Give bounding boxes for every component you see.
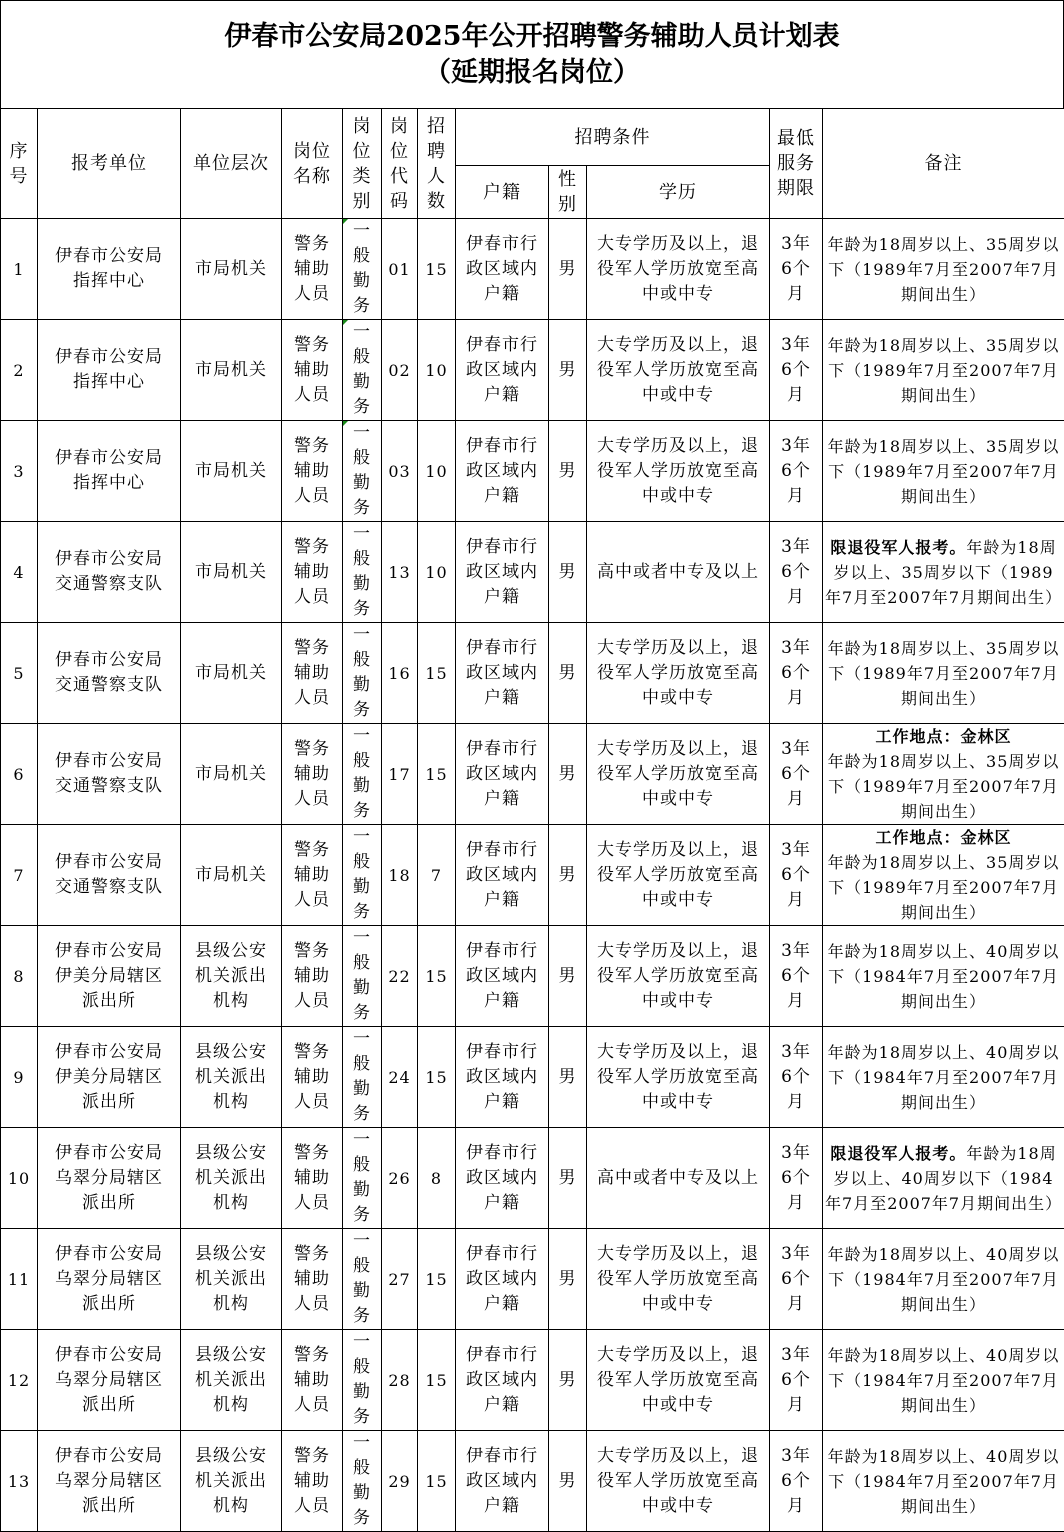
- cell-post-code: 13: [382, 522, 418, 623]
- cell-remark: [823, 421, 1064, 522]
- header-gender: 性别: [549, 166, 587, 219]
- remark-text: 年龄为18周岁以上、40周岁以下（1984年7月至2007年7月期间出生）: [828, 1346, 1060, 1415]
- cell-post-code: 18: [382, 825, 418, 926]
- table-row: [1, 522, 1064, 623]
- header-hukou: 户籍: [456, 166, 549, 219]
- cell-level: 市局机关: [181, 623, 282, 724]
- table-row: [1, 724, 1064, 825]
- cell-hukou: 伊春市行政区域内户籍: [456, 421, 549, 522]
- cell-post-code: 29: [382, 1431, 418, 1532]
- remark-text: 年龄为18周岁以上、35周岁以下（1989年7月至2007年7月期间出生）: [828, 853, 1060, 922]
- cell-min-service: 3年6个月: [770, 1128, 823, 1229]
- cell-seq: 7: [1, 825, 38, 926]
- cell-min-service: 3年6个月: [770, 724, 823, 825]
- cell-level: 县级公安机关派出机构: [181, 926, 282, 1027]
- cell-post-type: 一般勤务: [343, 623, 382, 724]
- cell-seq: 12: [1, 1330, 38, 1431]
- cell-min-service: 3年6个月: [770, 926, 823, 1027]
- cell-seq: 4: [1, 522, 38, 623]
- cell-gender: 男: [549, 926, 587, 1027]
- cell-min-service: 3年6个月: [770, 623, 823, 724]
- cell-unit: 伊春市公安局乌翠分局辖区派出所: [38, 1431, 181, 1532]
- cell-gender: 男: [549, 522, 587, 623]
- cell-level: 市局机关: [181, 724, 282, 825]
- cell-unit: 伊春市公安局指挥中心: [38, 421, 181, 522]
- cell-hukou: 伊春市行政区域内户籍: [456, 926, 549, 1027]
- remark-text: 年龄为18周岁以上、40周岁以下（1984年7月至2007年7月期间出生）: [828, 942, 1060, 1011]
- cell-min-service: 3年6个月: [770, 219, 823, 320]
- header-education: 学历: [587, 166, 770, 219]
- cell-post-type: 一般勤务: [343, 1431, 382, 1532]
- cell-unit: 伊春市公安局交通警察支队: [38, 724, 181, 825]
- cell-education: 大专学历及以上，退役军人学历放宽至高中或中专: [587, 724, 770, 825]
- cell-level: 市局机关: [181, 219, 282, 320]
- cell-post-name: 警务辅助人员: [282, 1229, 343, 1330]
- cell-post-name: 警务辅助人员: [282, 825, 343, 926]
- cell-education: 大专学历及以上，退役军人学历放宽至高中或中专: [587, 320, 770, 421]
- cell-hukou: 伊春市行政区域内户籍: [456, 320, 549, 421]
- cell-gender: 男: [549, 1027, 587, 1128]
- cell-seq: 6: [1, 724, 38, 825]
- cell-seq: 13: [1, 1431, 38, 1532]
- header-seq: 序号: [1, 109, 38, 219]
- title-block: [0, 0, 1064, 108]
- cell-remark: [823, 522, 1064, 623]
- cell-hukou: 伊春市行政区域内户籍: [456, 1128, 549, 1229]
- cell-min-service: 3年6个月: [770, 1431, 823, 1532]
- page-title: 伊春市公安局2025年公开招聘警务辅助人员计划表: [1, 19, 1063, 55]
- cell-min-service: 3年6个月: [770, 825, 823, 926]
- cell-level: 县级公安机关派出机构: [181, 1128, 282, 1229]
- table-row: [1, 320, 1064, 421]
- cell-seq: 10: [1, 1128, 38, 1229]
- header-unit: 报考单位: [38, 109, 181, 219]
- cell-post-type: 一般勤务: [343, 825, 382, 926]
- cell-post-type: 一般勤务: [343, 1027, 382, 1128]
- cell-post-type: 一般勤务: [343, 724, 382, 825]
- cell-hukou: 伊春市行政区域内户籍: [456, 1229, 549, 1330]
- cell-post-code: 03: [382, 421, 418, 522]
- cell-gender: 男: [549, 825, 587, 926]
- cell-post-name: 警务辅助人员: [282, 522, 343, 623]
- cell-post-type: 一般勤务: [343, 1330, 382, 1431]
- remark-text: 年龄为18周岁以上、35周岁以下（1989年7月至2007年7月期间出生）: [825, 538, 1062, 607]
- remark-text: 年龄为18周岁以上、35周岁以下（1989年7月至2007年7月期间出生）: [828, 752, 1060, 821]
- cell-count: 15: [418, 623, 456, 724]
- cell-remark: [823, 1229, 1064, 1330]
- table-row: [1, 1229, 1064, 1330]
- cell-level: 县级公安机关派出机构: [181, 1027, 282, 1128]
- cell-education: 大专学历及以上，退役军人学历放宽至高中或中专: [587, 1431, 770, 1532]
- cell-unit: 伊春市公安局交通警察支队: [38, 623, 181, 724]
- cell-post-name: 警务辅助人员: [282, 1128, 343, 1229]
- cell-unit: 伊春市公安局伊美分局辖区派出所: [38, 926, 181, 1027]
- cell-seq: 8: [1, 926, 38, 1027]
- cell-min-service: 3年6个月: [770, 320, 823, 421]
- cell-post-name: 警务辅助人员: [282, 421, 343, 522]
- cell-count: 15: [418, 219, 456, 320]
- remark-highlight: 工作地点：金林区: [825, 724, 1062, 749]
- cell-gender: 男: [549, 1330, 587, 1431]
- header-conditions: 招聘条件: [456, 109, 770, 166]
- cell-hukou: 伊春市行政区域内户籍: [456, 623, 549, 724]
- cell-count: 10: [418, 522, 456, 623]
- cell-gender: 男: [549, 1431, 587, 1532]
- cell-unit: 伊春市公安局乌翠分局辖区派出所: [38, 1128, 181, 1229]
- cell-post-name: 警务辅助人员: [282, 1027, 343, 1128]
- cell-post-code: 02: [382, 320, 418, 421]
- cell-count: 10: [418, 421, 456, 522]
- cell-post-code: 17: [382, 724, 418, 825]
- cell-post-name: 警务辅助人员: [282, 926, 343, 1027]
- header-row-1: [1, 109, 1064, 166]
- cell-remark: [823, 926, 1064, 1027]
- cell-hukou: 伊春市行政区域内户籍: [456, 1431, 549, 1532]
- cell-count: 7: [418, 825, 456, 926]
- cell-post-type: 一般勤务: [343, 421, 382, 522]
- cell-post-type: 一般勤务: [343, 320, 382, 421]
- cell-seq: 1: [1, 219, 38, 320]
- remark-text: 年龄为18周岁以上、40周岁以下（1984年7月至2007年7月期间出生）: [828, 1043, 1060, 1112]
- remark-highlight: 工作地点：金林区: [825, 825, 1062, 850]
- cell-gender: 男: [549, 623, 587, 724]
- cell-unit: 伊春市公安局乌翠分局辖区派出所: [38, 1330, 181, 1431]
- remark-highlight: 限退役军人报考。: [830, 538, 966, 557]
- cell-unit: 伊春市公安局指挥中心: [38, 219, 181, 320]
- cell-post-type: 一般勤务: [343, 522, 382, 623]
- cell-seq: 9: [1, 1027, 38, 1128]
- cell-hukou: 伊春市行政区域内户籍: [456, 1027, 549, 1128]
- cell-remark: [823, 724, 1064, 825]
- cell-education: 大专学历及以上，退役军人学历放宽至高中或中专: [587, 926, 770, 1027]
- cell-min-service: 3年6个月: [770, 421, 823, 522]
- cell-count: 15: [418, 1027, 456, 1128]
- header-remarks: 备注: [823, 109, 1064, 219]
- cell-min-service: 3年6个月: [770, 1330, 823, 1431]
- cell-count: 15: [418, 1229, 456, 1330]
- cell-education: 大专学历及以上，退役军人学历放宽至高中或中专: [587, 623, 770, 724]
- cell-post-name: 警务辅助人员: [282, 1330, 343, 1431]
- cell-post-type: 一般勤务: [343, 1229, 382, 1330]
- remark-text: 年龄为18周岁以上、40周岁以下（1984年7月至2007年7月期间出生）: [825, 1144, 1062, 1213]
- cell-gender: 男: [549, 724, 587, 825]
- cell-min-service: 3年6个月: [770, 1027, 823, 1128]
- table-row: [1, 1330, 1064, 1431]
- cell-hukou: 伊春市行政区域内户籍: [456, 724, 549, 825]
- header-count: 招聘人数: [418, 109, 456, 219]
- header-level: 单位层次: [181, 109, 282, 219]
- table-row: [1, 1128, 1064, 1229]
- cell-education: 高中或者中专及以上: [587, 522, 770, 623]
- cell-unit: 伊春市公安局乌翠分局辖区派出所: [38, 1229, 181, 1330]
- cell-level: 市局机关: [181, 825, 282, 926]
- cell-seq: 5: [1, 623, 38, 724]
- cell-level: 县级公安机关派出机构: [181, 1229, 282, 1330]
- cell-post-code: 27: [382, 1229, 418, 1330]
- cell-gender: 男: [549, 1128, 587, 1229]
- cell-level: 市局机关: [181, 320, 282, 421]
- header-post-name: 岗位名称: [282, 109, 343, 219]
- cell-seq: 11: [1, 1229, 38, 1330]
- remark-text: 年龄为18周岁以上、35周岁以下（1989年7月至2007年7月期间出生）: [828, 336, 1060, 405]
- recruitment-table: [0, 108, 1064, 1532]
- remark-text: 年龄为18周岁以上、35周岁以下（1989年7月至2007年7月期间出生）: [828, 639, 1060, 708]
- cell-post-name: 警务辅助人员: [282, 1431, 343, 1532]
- table-row: [1, 825, 1064, 926]
- cell-education: 高中或者中专及以上: [587, 1128, 770, 1229]
- table-row: [1, 1431, 1064, 1532]
- cell-count: 10: [418, 320, 456, 421]
- table-row: [1, 623, 1064, 724]
- cell-education: 大专学历及以上，退役军人学历放宽至高中或中专: [587, 421, 770, 522]
- remark-highlight: 限退役军人报考。: [830, 1144, 966, 1163]
- cell-post-code: 16: [382, 623, 418, 724]
- cell-count: 8: [418, 1128, 456, 1229]
- cell-remark: [823, 1431, 1064, 1532]
- cell-post-type: 一般勤务: [343, 1128, 382, 1229]
- cell-seq: 2: [1, 320, 38, 421]
- cell-count: 15: [418, 724, 456, 825]
- cell-education: 大专学历及以上，退役军人学历放宽至高中或中专: [587, 219, 770, 320]
- cell-seq: 3: [1, 421, 38, 522]
- remark-text: 年龄为18周岁以上、40周岁以下（1984年7月至2007年7月期间出生）: [828, 1447, 1060, 1516]
- cell-gender: 男: [549, 421, 587, 522]
- cell-level: 县级公安机关派出机构: [181, 1330, 282, 1431]
- cell-education: 大专学历及以上，退役军人学历放宽至高中或中专: [587, 1229, 770, 1330]
- cell-unit: 伊春市公安局伊美分局辖区派出所: [38, 1027, 181, 1128]
- cell-post-name: 警务辅助人员: [282, 320, 343, 421]
- cell-min-service: 3年6个月: [770, 522, 823, 623]
- cell-post-name: 警务辅助人员: [282, 724, 343, 825]
- cell-post-code: 28: [382, 1330, 418, 1431]
- cell-remark: [823, 320, 1064, 421]
- table-row: [1, 219, 1064, 320]
- cell-education: 大专学历及以上，退役军人学历放宽至高中或中专: [587, 1027, 770, 1128]
- table-row: [1, 926, 1064, 1027]
- cell-remark: [823, 623, 1064, 724]
- table-body: [1, 219, 1064, 1532]
- header-min-service: 最低服务期限: [770, 109, 823, 219]
- cell-remark: [823, 825, 1064, 926]
- header-post-code: 岗位代码: [382, 109, 418, 219]
- cell-unit: 伊春市公安局交通警察支队: [38, 522, 181, 623]
- cell-unit: 伊春市公安局指挥中心: [38, 320, 181, 421]
- cell-level: 市局机关: [181, 421, 282, 522]
- cell-level: 县级公安机关派出机构: [181, 1431, 282, 1532]
- remark-text: 年龄为18周岁以上、35周岁以下（1989年7月至2007年7月期间出生）: [828, 235, 1060, 304]
- cell-gender: 男: [549, 1229, 587, 1330]
- cell-remark: [823, 1128, 1064, 1229]
- cell-count: 15: [418, 1330, 456, 1431]
- cell-count: 15: [418, 926, 456, 1027]
- page-subtitle: （延期报名岗位）: [1, 55, 1063, 91]
- cell-min-service: 3年6个月: [770, 1229, 823, 1330]
- cell-hukou: 伊春市行政区域内户籍: [456, 825, 549, 926]
- header-post-type: 岗位类别: [343, 109, 382, 219]
- cell-remark: [823, 1027, 1064, 1128]
- cell-post-name: 警务辅助人员: [282, 219, 343, 320]
- cell-post-code: 22: [382, 926, 418, 1027]
- cell-post-code: 26: [382, 1128, 418, 1229]
- table-row: [1, 1027, 1064, 1128]
- cell-post-name: 警务辅助人员: [282, 623, 343, 724]
- cell-post-code: 01: [382, 219, 418, 320]
- cell-count: 15: [418, 1431, 456, 1532]
- cell-remark: [823, 219, 1064, 320]
- cell-remark: [823, 1330, 1064, 1431]
- cell-post-code: 24: [382, 1027, 418, 1128]
- cell-unit: 伊春市公安局交通警察支队: [38, 825, 181, 926]
- cell-education: 大专学历及以上，退役军人学历放宽至高中或中专: [587, 1330, 770, 1431]
- cell-hukou: 伊春市行政区域内户籍: [456, 219, 549, 320]
- table-row: [1, 421, 1064, 522]
- remark-text: 年龄为18周岁以上、35周岁以下（1989年7月至2007年7月期间出生）: [828, 437, 1060, 506]
- cell-gender: 男: [549, 219, 587, 320]
- cell-education: 大专学历及以上，退役军人学历放宽至高中或中专: [587, 825, 770, 926]
- cell-post-type: 一般勤务: [343, 926, 382, 1027]
- remark-text: 年龄为18周岁以上、40周岁以下（1984年7月至2007年7月期间出生）: [828, 1245, 1060, 1314]
- cell-level: 市局机关: [181, 522, 282, 623]
- cell-post-type: 一般勤务: [343, 219, 382, 320]
- cell-hukou: 伊春市行政区域内户籍: [456, 522, 549, 623]
- cell-gender: 男: [549, 320, 587, 421]
- cell-hukou: 伊春市行政区域内户籍: [456, 1330, 549, 1431]
